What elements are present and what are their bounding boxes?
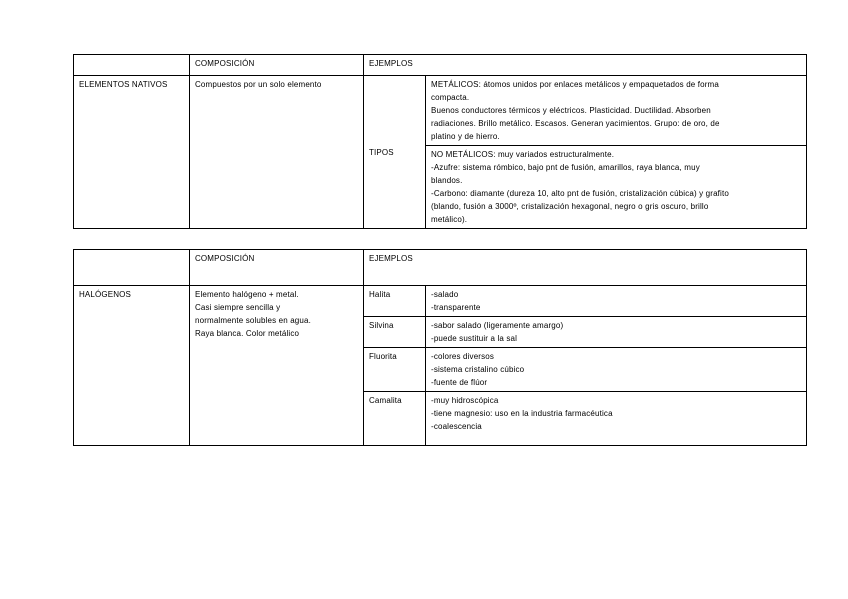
header-ejemplos: EJEMPLOS <box>364 250 807 286</box>
tipos-label: TIPOS <box>364 76 426 229</box>
row-label: ELEMENTOS NATIVOS <box>74 76 190 229</box>
example-name: Silvina <box>364 317 426 348</box>
table-header-row <box>74 55 807 76</box>
header-ejemplos: EJEMPLOS <box>364 55 807 76</box>
composicion-cell: Elemento halógeno + metal. Casi siempre sencilla y normalmente solubles en agua. Raya blanca. Color metálico <box>190 286 364 446</box>
example-name: Fluorita <box>364 348 426 392</box>
example-name: Camalita <box>364 392 426 446</box>
table-header-row <box>74 250 807 286</box>
table-halogenos <box>73 249 807 446</box>
example-desc: -sabor salado (ligeramente amargo) -puede sustituir a la sal <box>426 317 807 348</box>
header-empty <box>74 250 190 286</box>
table-row <box>74 286 807 317</box>
header-composicion: COMPOSICIÓN <box>190 250 364 286</box>
no-metalicos-cell: NO METÁLICOS: muy variados estructuralmente. -Azufre: sistema rómbico, bajo pnt de fusión, amarillos, raya blanca, muy blandos. -Carbono: diamante (dureza 10, alto pnt de fusión, cristalización cúbica) y grafito (blando, fusión a 3000º, cristalización hexagonal, negro o gris oscuro, brillo metálico). <box>426 146 807 229</box>
example-name: Halita <box>364 286 426 317</box>
table-row <box>74 76 807 146</box>
example-desc: -salado -transparente <box>426 286 807 317</box>
metalicos-cell: METÁLICOS: átomos unidos por enlaces metálicos y empaquetados de forma compacta. Buenos conductores térmicos y eléctricos. Plasticidad. Ductilidad. Absorben radiaciones. Brillo metálico. Escasos. Generan yacimientos. Grupo: de oro, de platino y de hierro. <box>426 76 807 146</box>
example-desc: -muy hidroscópica -tiene magnesio: uso en la industria farmacéutica -coalescencia <box>426 392 807 446</box>
example-desc: -colores diversos -sistema cristalino cúbico -fuente de flúor <box>426 348 807 392</box>
row-label: HALÓGENOS <box>74 286 190 446</box>
header-composicion: COMPOSICIÓN <box>190 55 364 76</box>
table-elementos-nativos <box>73 54 807 229</box>
header-empty <box>74 55 190 76</box>
composicion-cell: Compuestos por un solo elemento <box>190 76 364 229</box>
